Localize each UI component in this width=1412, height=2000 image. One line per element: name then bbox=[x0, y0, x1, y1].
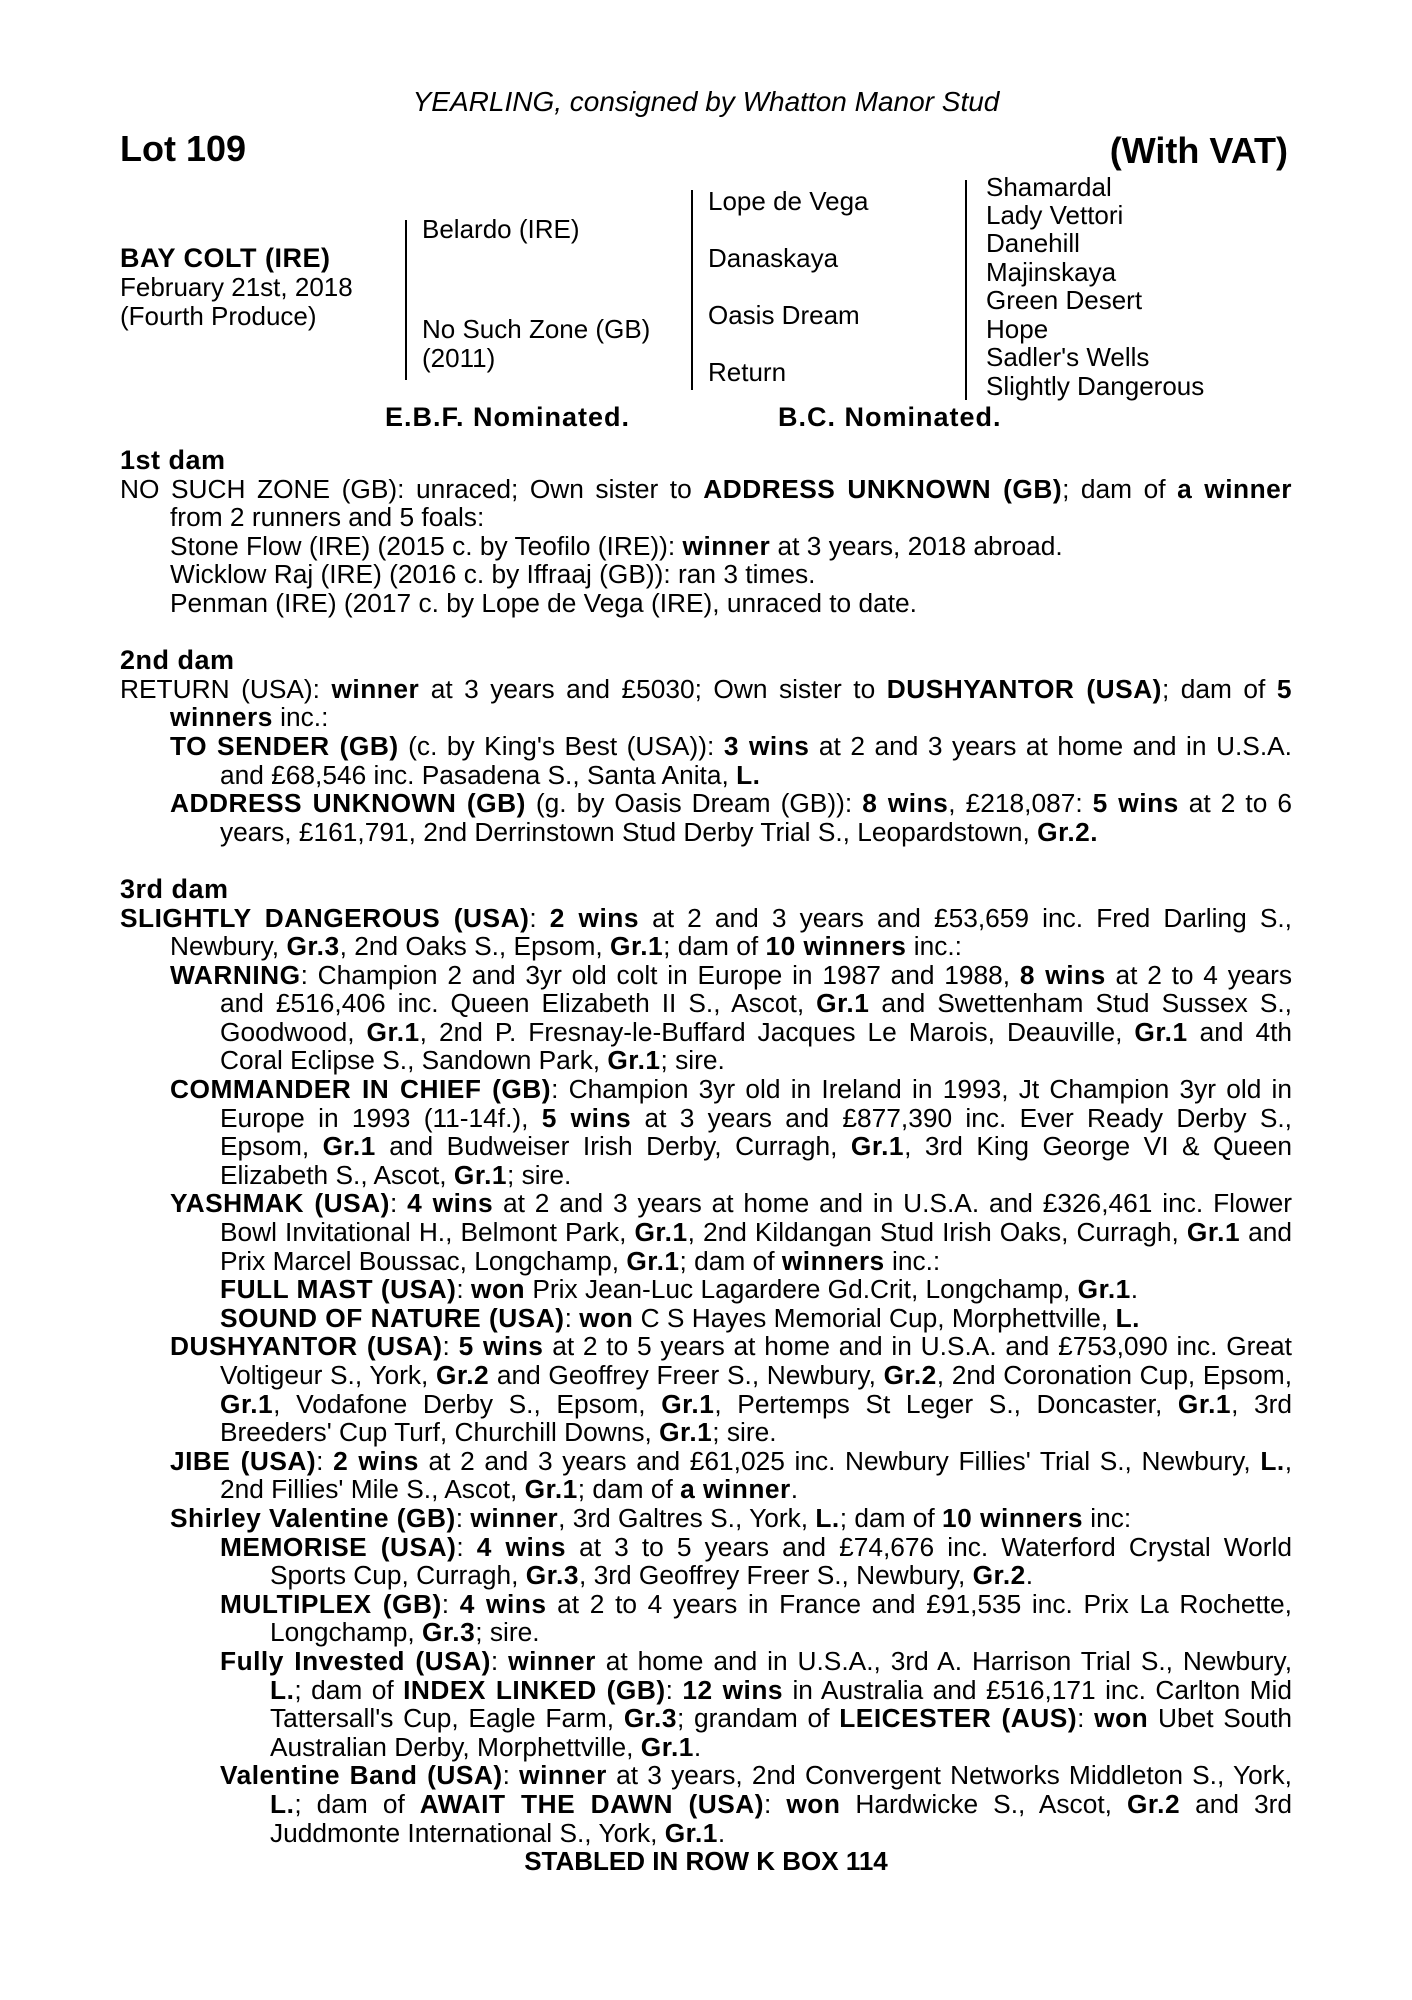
pedigree-gen2-3: Oasis Dream bbox=[708, 300, 860, 330]
produce-commander-in-chief: COMMANDER IN CHIEF (GB): Champion 3yr old in Ireland in 1993, Jt Champion 3yr old in Europe in 1993 (11-14f.), 5 wins at 3 years and £877,390 inc. Ever Ready Derby S., Epsom, Gr.1 and Budweiser Irish Derby, Curragh, Gr.1, 3rd King George VI & Queen Elizabeth S., Ascot, Gr.1; sire. bbox=[170, 1074, 1292, 1190]
produce-stone-flow: Stone Flow (IRE) (2015 c. by Teofilo (IRE)): winner at 3 years, 2018 abroad. bbox=[170, 530, 1063, 561]
pedigree-gen3-6: Hope bbox=[986, 314, 1049, 344]
lot-number: Lot 109 bbox=[120, 128, 247, 169]
produce-sound-of-nature: SOUND OF NATURE (USA): won C S Hayes Memorial Cup, Morphettville, L. bbox=[220, 1302, 1140, 1333]
produce-jibe: JIBE (USA): 2 wins at 2 and 3 years and £61,025 inc. Newbury Fillies' Trial S., Newbury, L., 2nd Fillies' Mile S., Ascot, Gr.1; dam of a winner. bbox=[170, 1445, 1292, 1505]
bc-nominated: B.C. Nominated. bbox=[778, 402, 1002, 432]
pedigree-gen3-3: Danehill bbox=[986, 228, 1080, 258]
pedigree-sire: Belardo (IRE) bbox=[422, 214, 580, 244]
stabling-info: STABLED IN ROW K BOX 114 bbox=[524, 1846, 888, 1877]
pedigree-dam-year: (2011) bbox=[422, 343, 496, 373]
produce-dushyantor: DUSHYANTOR (USA): 5 wins at 2 to 5 years at home and in U.S.A. and £753,090 inc. Great Voltigeur S., York, Gr.2 and Geoffrey Freer S., Newbury, Gr.2, 2nd Coronation Cup, Epsom, Gr.1, Vodafone Derby S., Epsom, Gr.1, Pertemps St Leger S., Doncaster, Gr.1, 3rd Breeders' Cup Turf, Churchill Downs, Gr.1; sire. bbox=[170, 1331, 1292, 1448]
horse-produce: (Fourth Produce) bbox=[120, 301, 317, 331]
pedigree-gen3-4: Majinskaya bbox=[986, 257, 1117, 287]
produce-yashmak: YASHMAK (USA): 4 wins at 2 and 3 years at home and in U.S.A. and £326,461 inc. Flower Bowl Invitational H., Belmont Park, Gr.1, 2nd Kildangan Stud Irish Oaks, Curragh, Gr.1 and Prix Marcel Boussac, Longchamp, Gr.1; dam of winners inc.: bbox=[170, 1188, 1293, 1276]
pedigree-gen3-1: Shamardal bbox=[986, 172, 1112, 202]
produce-memorise: MEMORISE (USA): 4 wins at 3 to 5 years and £74,676 inc. Waterford Crystal World Sports Cup, Curragh, Gr.3, 3rd Geoffrey Freer S., Newbury, Gr.2. bbox=[220, 1531, 1292, 1591]
horse-foaled: February 21st, 2018 bbox=[120, 272, 353, 302]
pedigree-gen3-8: Slightly Dangerous bbox=[986, 371, 1205, 401]
pedigree-line-3 bbox=[965, 180, 967, 400]
consignment-line: YEARLING, consigned by Whatton Manor Stud bbox=[412, 86, 1000, 117]
pedigree-gen2-2: Danaskaya bbox=[708, 243, 839, 273]
pedigree-line-1 bbox=[405, 220, 407, 380]
produce-full-mast: FULL MAST (USA): won Prix Jean-Luc Lagardere Gd.Crit, Longchamp, Gr.1. bbox=[220, 1274, 1139, 1305]
produce-to-sender: TO SENDER (GB) (c. by King's Best (USA)): 3 wins at 2 and 3 years at home and in U.S.A. and £68,546 inc. Pasadena S., Santa Anita, L. bbox=[170, 730, 1292, 790]
catalogue-body bbox=[120, 446, 1292, 1876]
pedigree-gen3-2: Lady Vettori bbox=[986, 200, 1124, 230]
produce-wicklow-raj: Wicklow Raj (IRE) (2016 c. by Iffraaj (GB)): ran 3 times. bbox=[170, 559, 816, 590]
produce-warning: WARNING: Champion 2 and 3yr old colt in Europe in 1987 and 1988, 8 wins at 2 to 4 years and £516,406 inc. Queen Elizabeth II S., Ascot, Gr.1 and Swettenham Stud Sussex S., Goodwood, Gr.1, 2nd P. Fresnay-le-Buffard Jacques Le Marois, Deauville, Gr.1 and 4th Coral Eclipse S., Sandown Park, Gr.1; sire. bbox=[170, 959, 1293, 1076]
produce-multiplex: MULTIPLEX (GB): 4 wins at 2 to 4 years in France and £91,535 inc. Prix La Rochette, Longchamp, Gr.3; sire. bbox=[220, 1588, 1292, 1648]
produce-valentine-band: Valentine Band (USA): winner at 3 years, 2nd Convergent Networks Middleton S., York, L.; dam of AWAIT THE DAWN (USA): won Hardwicke S., Ascot, Gr.2 and 3rd Juddmonte International S., York, Gr.1. bbox=[220, 1760, 1292, 1848]
horse-name: BAY COLT (IRE) bbox=[120, 243, 331, 273]
pedigree-dam: No Such Zone (GB) bbox=[422, 314, 651, 344]
pedigree-gen3-5: Green Desert bbox=[986, 285, 1143, 315]
produce-shirley-valentine: Shirley Valentine (GB): winner, 3rd Galtres S., York, L.; dam of 10 winners inc: bbox=[170, 1502, 1132, 1533]
produce-address-unknown: ADDRESS UNKNOWN (GB) (g. by Oasis Dream (GB)): 8 wins, £218,087: 5 wins at 2 to 6 years, £161,791, 2nd Derrinstown Stud Derby Trial S., Leopardstown, Gr.2. bbox=[170, 788, 1292, 847]
ebf-nominated: E.B.F. Nominated. bbox=[385, 402, 631, 432]
produce-fully-invested: Fully Invested (USA): winner at home and in U.S.A., 3rd A. Harrison Trial S., Newbury, L.; dam of INDEX LINKED (GB): 12 wins in Australia and £516,171 inc. Carlton Mid Tattersall's Cup, Eagle Farm, Gr.3; grandam of LEICESTER (AUS): won Ubet South Australian Derby, Morphettville, Gr.1. bbox=[220, 1645, 1292, 1762]
pedigree-gen2-1: Lope de Vega bbox=[708, 186, 869, 216]
pedigree-gen2-4: Return bbox=[708, 357, 787, 387]
second-dam-heading: 2nd dam bbox=[120, 645, 235, 676]
third-dam-heading: 3rd dam bbox=[120, 873, 229, 904]
third-dam-entry: SLIGHTLY DANGEROUS (USA): 2 wins at 2 and 3 years and £53,659 inc. Fred Darling S., Newbury, Gr.3, 2nd Oaks S., Epsom, Gr.1; dam of 10 winners inc.: bbox=[120, 902, 1292, 962]
second-dam-entry: RETURN (USA): winner at 3 years and £5030; Own sister to DUSHYANTOR (USA); dam of 5 winners inc.: bbox=[120, 673, 1292, 733]
pedigree-line-2 bbox=[691, 190, 693, 390]
pedigree-gen3-7: Sadler's Wells bbox=[986, 342, 1150, 372]
produce-penman: Penman (IRE) (2017 c. by Lope de Vega (IRE), unraced to date. bbox=[170, 587, 917, 618]
vat-note: (With VAT) bbox=[1109, 130, 1288, 171]
first-dam-heading: 1st dam bbox=[120, 445, 226, 475]
first-dam-entry: NO SUCH ZONE (GB): unraced; Own sister to ADDRESS UNKNOWN (GB); dam of a winner from 2 runners and 5 foals: bbox=[120, 473, 1292, 533]
